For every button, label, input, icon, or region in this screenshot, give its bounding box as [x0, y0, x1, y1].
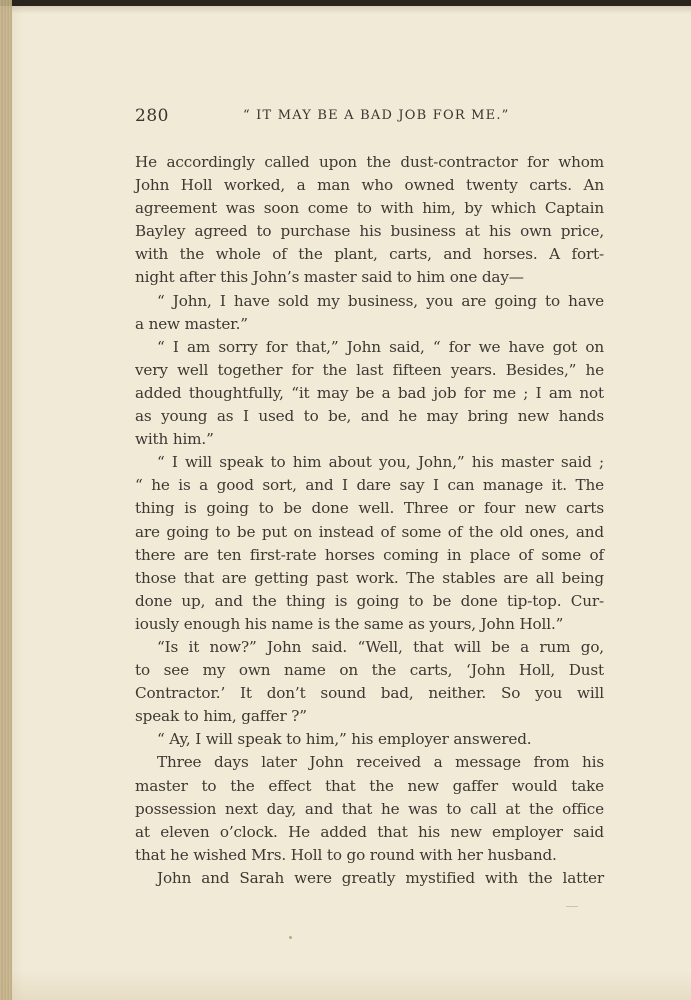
text-line: Three days later John received a message from his — [157, 753, 604, 772]
text-line: possession next day, and that he was to call at the office — [135, 799, 604, 818]
text-line: thing is going to be done well. Three or four new carts — [135, 499, 604, 518]
text-line: “ Ay, I will speak to him,” his employer answered. — [157, 730, 532, 749]
text-line: at eleven o’clock. He added that his new employer said — [135, 822, 604, 841]
paper-speck — [566, 906, 578, 907]
text-line: “ John, I have sold my business, you are going to have — [157, 291, 604, 310]
text-line: John Holl worked, a man who owned twenty carts. An — [135, 176, 604, 195]
page-header — [135, 106, 605, 130]
text-line: speak to him, gaffer ?” — [135, 707, 307, 726]
text-line: “ I will speak to him about you, John,” his master said ; — [157, 453, 604, 472]
text-line: done up, and the thing is going to be done tip-top. Cur- — [135, 591, 604, 610]
text-line: Contractor.’ It don’t sound bad, neither. So you will — [135, 684, 604, 703]
page-top-shadow — [0, 0, 691, 6]
text-line: to see my own name on the carts, ‘John Holl, Dust — [135, 661, 604, 680]
text-line: John and Sarah were greatly mystified with the latter — [157, 868, 604, 887]
text-line: “Is it now?” John said. “Well, that will be a rum go, — [157, 637, 604, 656]
text-line: very well together for the last fifteen years. Besides,” he — [135, 360, 604, 379]
running-head: “ IT MAY BE A BAD JOB FOR ME.” — [243, 108, 510, 123]
page-number: 280 — [135, 106, 169, 126]
text-line: “ I am sorry for that,” John said, “ for we have got on — [157, 337, 604, 356]
text-line: a new master.” — [135, 314, 248, 333]
text-line: that he wished Mrs. Holl to go round with her husband. — [135, 845, 557, 864]
text-line: Bayley agreed to purchase his business at his own price, — [135, 222, 604, 241]
body-text — [135, 151, 604, 890]
text-line: master to the effect that the new gaffer would take — [135, 776, 604, 795]
text-line: those that are getting past work. The stables are all being — [135, 568, 604, 587]
page-binding-edge — [0, 0, 12, 1000]
text-line: night after this John’s master said to him one day— — [135, 268, 524, 287]
text-line: “ he is a good sort, and I dare say I can manage it. The — [135, 476, 604, 495]
text-line: added thoughtfully, “it may be a bad job for me ; I am not — [135, 383, 604, 402]
text-line: iously enough his name is the same as yours, John Holl.” — [135, 614, 564, 633]
text-line: He accordingly called upon the dust-contractor for whom — [135, 153, 604, 171]
paper-speck — [289, 936, 292, 939]
text-line: there are ten first-rate horses coming in place of some of — [135, 545, 604, 564]
text-line: with him.” — [135, 430, 214, 449]
text-line: as young as I used to be, and he may bring new hands — [135, 407, 604, 426]
text-line: with the whole of the plant, carts, and horses. A fort- — [135, 245, 604, 264]
text-line: agreement was soon come to with him, by which Captain — [135, 199, 604, 218]
text-line: are going to be put on instead of some of the old ones, and — [135, 522, 604, 541]
